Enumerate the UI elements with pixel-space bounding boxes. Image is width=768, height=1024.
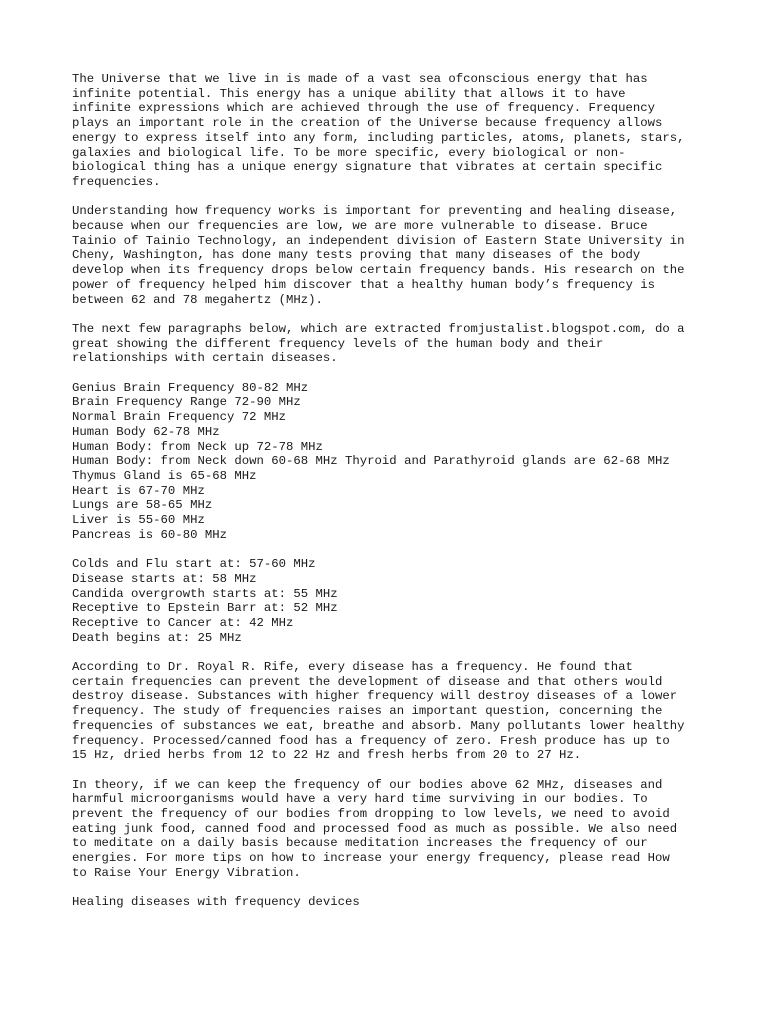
list-item: Receptive to Cancer at: 42 MHz <box>72 615 294 630</box>
list-item: Brain Frequency Range 72-90 MHz <box>72 395 301 410</box>
list-item: Pancreas is 60-80 MHz <box>72 527 227 542</box>
list-item: Disease starts at: 58 MHz <box>72 571 257 586</box>
list-item: Human Body: from Neck up 72-78 MHz <box>72 439 323 454</box>
list-item: Liver is 55-60 MHz <box>72 513 205 528</box>
list-item: Genius Brain Frequency 80-82 MHz <box>72 380 309 395</box>
list-item: Thymus Gland is 65-68 MHz <box>72 468 257 483</box>
disease-frequency-list <box>72 557 712 645</box>
rife-paragraph: According to Dr. Royal R. Rife, every disease has a frequency. He found that certain frequencies can prevent the development of disease and that others would destroy disease. Substances with higher frequency will destroy diseases of a lower frequency. The study of frequencies raises an important question, concerning the frequencies of substances we eat, breathe and absorb. Many pollutants lower healthy frequency. Processed/canned food has a frequency of zero. Fresh produce has up to 15 Hz, dried herbs from 12 to 22 Hz and fresh herbs from 20 to 27 Hz. <box>72 660 685 763</box>
list-item: Death begins at: 25 MHz <box>72 630 242 645</box>
list-item: Colds and Flu start at: 57-60 MHz <box>72 557 316 572</box>
list-item: Receptive to Epstein Barr at: 52 MHz <box>72 601 338 616</box>
list-item: Lungs are 58-65 MHz <box>72 498 213 513</box>
list-item: Heart is 67-70 MHz <box>72 483 205 498</box>
list-item: Normal Brain Frequency 72 MHz <box>72 410 287 425</box>
source-paragraph: The next few paragraphs below, which are extracted fromjustalist.blogspot.com, do a great showing the different frequency levels of the human body and their relationships with certain diseases. <box>72 321 685 366</box>
list-item: Candida overgrowth starts at: 55 MHz <box>72 586 338 601</box>
section-heading: Healing diseases with frequency devices <box>72 895 360 910</box>
frequency-research-paragraph: Understanding how frequency works is important for preventing and healing disease, because when our frequencies are low, we are more vulnerable to disease. Bruce Tainio of Tainio Technology, an independent division of Eastern State University in Cheny, Washington, has done many tests proving that many diseases of the body develop when its frequency drops below certain frequency bands. His research on the power of frequency helped him discover that a healthy human body’s frequency is between 62 and 78 megahertz (MHz). <box>72 204 685 307</box>
document-page <box>72 72 712 925</box>
intro-paragraph: The Universe that we live in is made of a vast sea ofconscious energy that has infinite potential. This energy has a unique ability that allows it to have infinite expressions which are achieved through the use of frequency. Frequency plays an important role in the creation of the Universe because frequency allows energy to express itself into any form, including particles, atoms, planets, stars, galaxies and biological life. To be more specific, every biological or non- biological thing has a unique energy signature that vibrates at certain specific frequencies. <box>72 72 685 189</box>
body-frequency-list <box>72 381 712 543</box>
list-item: Human Body: from Neck down 60-68 MHz Thyroid and Parathyroid glands are 62-68 MHz <box>72 454 670 469</box>
theory-paragraph: In theory, if we can keep the frequency of our bodies above 62 MHz, diseases and harmful microorganisms would have a very hard time surviving in our bodies. To prevent the frequency of our bodies from dropping to low levels, we need to avoid eating junk food, canned food and processed food as much as possible. We also need to meditate on a daily basis because meditation increases the frequency of our energies. For more tips on how to increase your energy frequency, please read How to Raise Your Energy Vibration. <box>72 777 678 880</box>
list-item: Human Body 62-78 MHz <box>72 424 220 439</box>
